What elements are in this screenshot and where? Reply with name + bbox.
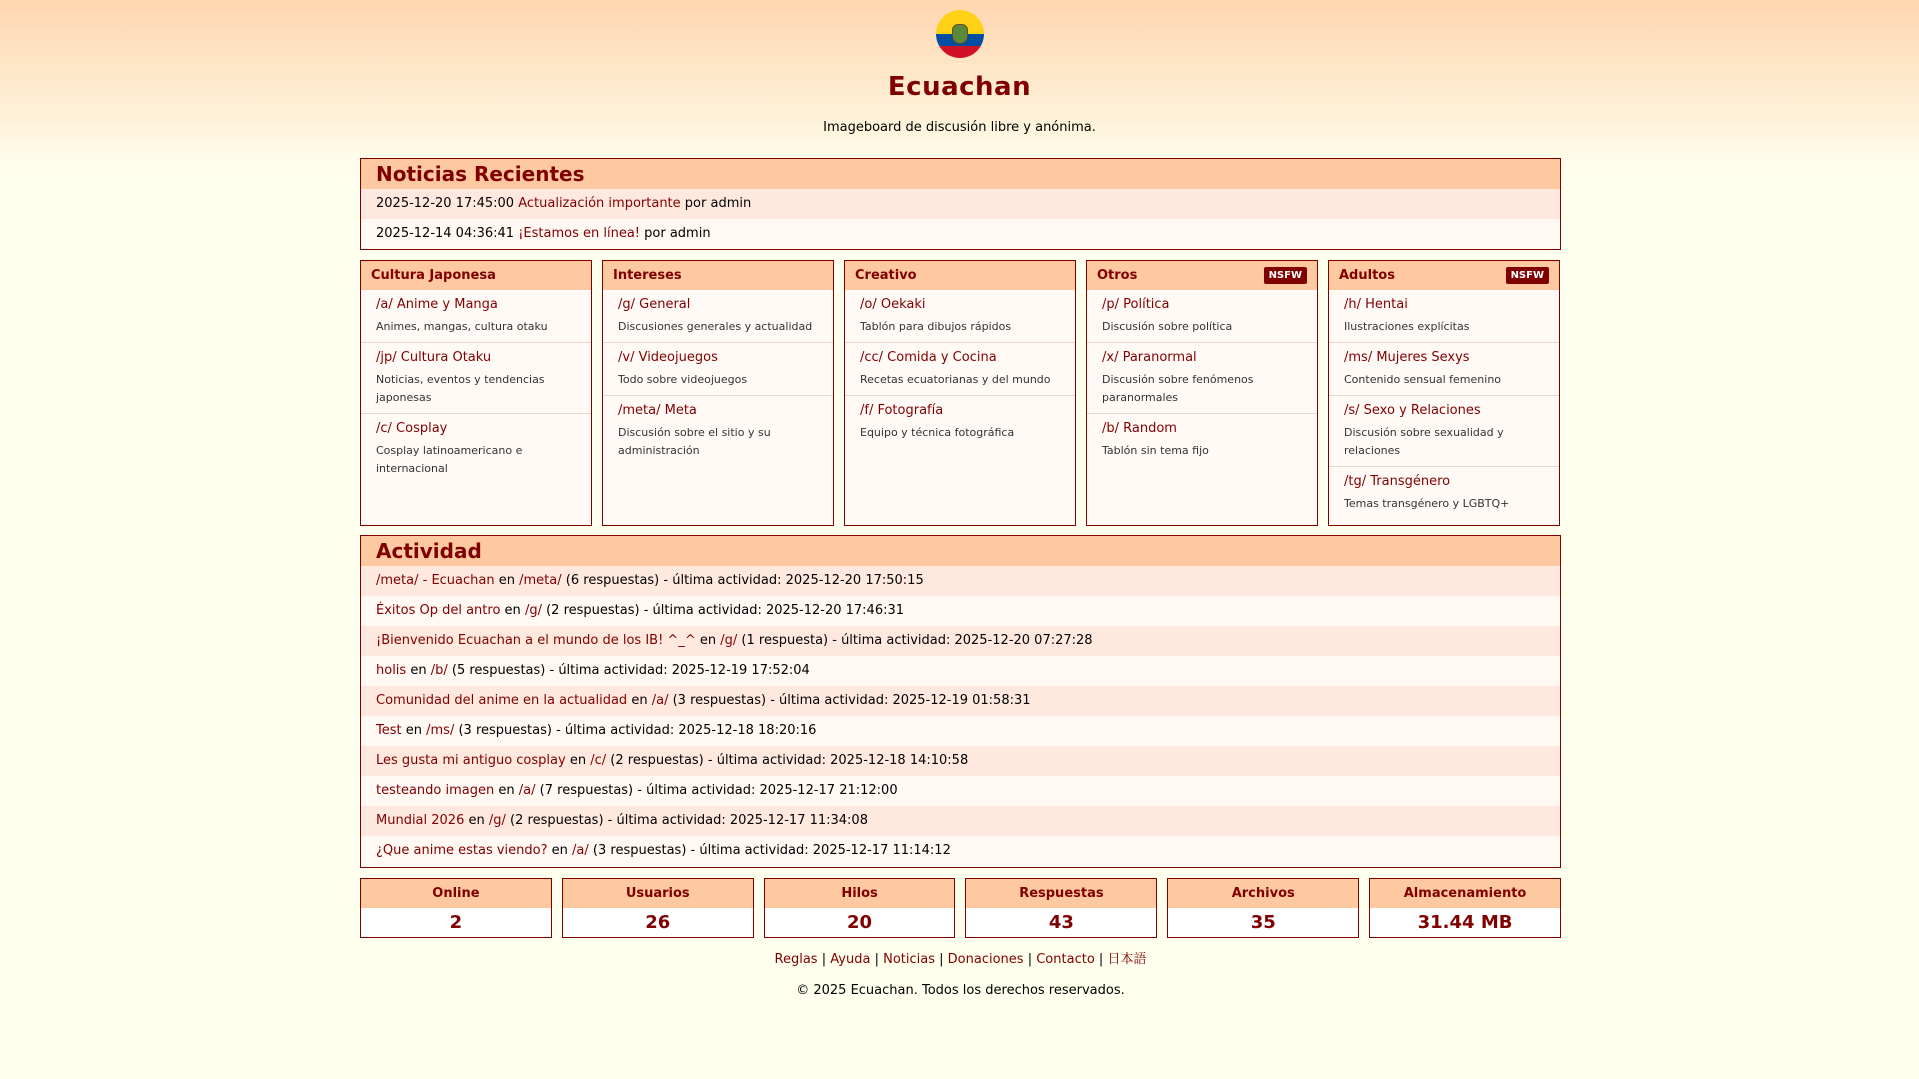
site-header — [0, 0, 1919, 135]
board-link[interactable]: /jp/ Cultura Otaku — [376, 350, 492, 365]
activity-item: Mundial 2026 en /g/ (2 respuestas) - última actividad: 2025-12-17 11:34:08 — [361, 806, 1560, 836]
thread-link[interactable]: Éxitos Op del antro — [376, 603, 501, 618]
board-link[interactable]: /a/ — [518, 783, 536, 798]
footer-link-donations[interactable]: Donaciones — [947, 952, 1024, 967]
activity-info: (2 respuestas) - última actividad: 2025-12-20 17:46:31 — [546, 603, 905, 618]
board-link[interactable]: /c/ Cosplay — [376, 421, 448, 436]
board-link[interactable]: /c/ — [590, 753, 607, 768]
board-link[interactable]: /h/ Hentai — [1344, 297, 1408, 312]
category-intereses — [602, 260, 834, 526]
activity-item: holis en /b/ (5 respuestas) - última actividad: 2025-12-19 17:52:04 — [361, 656, 1560, 686]
thread-link[interactable]: Comunidad del anime en la actualidad — [376, 693, 628, 708]
category-heading: Otros NSFW — [1087, 261, 1317, 290]
thread-link[interactable]: Mundial 2026 — [376, 813, 465, 828]
board-link[interactable]: /b/ — [430, 663, 448, 678]
board-entry — [845, 290, 1075, 343]
board-entry — [1329, 467, 1559, 519]
activity-item: ¿Que anime estas viendo? en /a/ (3 respuestas) - última actividad: 2025-12-17 11:14:12 — [361, 836, 1560, 866]
thread-link[interactable]: Test — [376, 723, 402, 738]
category-heading: Adultos NSFW — [1329, 261, 1559, 290]
stat-storage: Almacenamiento 31.44 MB — [1369, 878, 1561, 938]
board-desc: Todo sobre videojuegos — [618, 373, 748, 386]
news-date: 2025-12-14 04:36:41 — [376, 226, 515, 241]
activity-info: (6 respuestas) - última actividad: 2025-12-20 17:50:15 — [565, 573, 924, 588]
stat-replies: Respuestas 43 — [965, 878, 1157, 938]
footer-link-contact[interactable]: Contacto — [1036, 952, 1095, 967]
activity-info: (2 respuestas) - última actividad: 2025-12-17 11:34:08 — [510, 813, 868, 828]
board-desc: Tablón sin tema fijo — [1102, 444, 1209, 457]
news-heading: Noticias Recientes — [361, 159, 1560, 189]
board-desc: Discusión sobre el sitio y su administración — [618, 426, 771, 457]
board-entry — [603, 396, 833, 466]
activity-item: /meta/ - Ecuachan en /meta/ (6 respuestas) - última actividad: 2025-12-20 17:50:15 — [361, 566, 1560, 596]
activity-item: Éxitos Op del antro en /g/ (2 respuestas) - última actividad: 2025-12-20 17:46:31 — [361, 596, 1560, 626]
activity-info: (1 respuesta) - última actividad: 2025-12-20 07:27:28 — [741, 633, 1093, 648]
board-desc: Noticias, eventos y tendencias japonesas — [376, 373, 545, 404]
board-entry — [1329, 396, 1559, 467]
news-panel — [360, 158, 1561, 250]
stat-threads: Hilos 20 — [764, 878, 956, 938]
activity-item: testeando imagen en /a/ (7 respuestas) - última actividad: 2025-12-17 21:12:00 — [361, 776, 1560, 806]
site-title: Ecuachan — [887, 72, 1032, 102]
board-link[interactable]: /s/ Sexo y Relaciones — [1344, 403, 1481, 418]
board-desc: Discusión sobre fenómenos paranormales — [1102, 373, 1254, 404]
activity-info: (3 respuestas) - última actividad: 2025-12-19 01:58:31 — [672, 693, 1031, 708]
activity-info: (2 respuestas) - última actividad: 2025-12-18 14:10:58 — [610, 753, 969, 768]
ecuador-flag-icon[interactable] — [936, 10, 984, 58]
board-link[interactable]: /v/ Videojuegos — [618, 350, 718, 365]
nsfw-badge: NSFW — [1264, 267, 1307, 284]
news-date: 2025-12-20 17:45:00 — [376, 196, 515, 211]
board-entry — [1087, 290, 1317, 343]
category-creativo — [844, 260, 1076, 526]
activity-item: Comunidad del anime en la actualidad en /a/ (3 respuestas) - última actividad: 2025-12-19 01:58:31 — [361, 686, 1560, 716]
board-entry — [361, 414, 591, 484]
board-entry — [845, 396, 1075, 448]
thread-link[interactable]: ¿Que anime estas viendo? — [376, 843, 548, 858]
stats-bar — [360, 878, 1561, 938]
board-link[interactable]: /ms/ — [426, 723, 455, 738]
footer-links: Reglas | Ayuda | Noticias | Donaciones | Contacto | 日本語 — [774, 952, 1147, 967]
news-item — [361, 189, 1560, 219]
site-subtitle: Imageboard de discusión libre y anónima. — [823, 120, 1096, 135]
activity-info: (3 respuestas) - última actividad: 2025-12-18 18:20:16 — [458, 723, 817, 738]
board-desc: Temas transgénero y LGBTQ+ — [1344, 497, 1510, 510]
category-heading: Intereses — [603, 261, 833, 290]
board-desc: Discusión sobre política — [1102, 320, 1233, 333]
footer-link-help[interactable]: Ayuda — [830, 952, 871, 967]
board-entry — [361, 343, 591, 414]
activity-info: (5 respuestas) - última actividad: 2025-12-19 17:52:04 — [451, 663, 810, 678]
category-otros — [1086, 260, 1318, 526]
activity-item: Test en /ms/ (3 respuestas) - última actividad: 2025-12-18 18:20:16 — [361, 716, 1560, 746]
category-cultura-japonesa — [360, 260, 592, 526]
stat-online: Online 2 — [360, 878, 552, 938]
thread-link[interactable]: /meta/ - Ecuachan — [376, 573, 495, 588]
board-link[interactable]: /g/ — [488, 813, 506, 828]
board-link[interactable]: /g/ General — [618, 297, 691, 312]
news-link[interactable]: Actualización importante — [518, 196, 681, 211]
activity-panel — [360, 535, 1561, 868]
board-desc: Contenido sensual femenino — [1344, 373, 1502, 386]
board-link[interactable]: /f/ Fotografía — [860, 403, 944, 418]
copyright: © 2025 Ecuachan. Todos los derechos reservados. — [796, 983, 1125, 998]
board-desc: Cosplay latinoamericano e internacional — [376, 444, 523, 475]
category-adultos — [1328, 260, 1560, 526]
footer-link-rules[interactable]: Reglas — [774, 952, 818, 967]
board-link[interactable]: /b/ Random — [1102, 421, 1177, 436]
news-author: por admin — [684, 196, 752, 211]
stat-users: Usuarios 26 — [562, 878, 754, 938]
board-link[interactable]: /x/ Paranormal — [1102, 350, 1197, 365]
board-entry — [361, 290, 591, 343]
footer-link-japanese[interactable]: 日本語 — [1107, 952, 1147, 967]
board-link[interactable]: /meta/ — [519, 573, 562, 588]
board-link[interactable]: /meta/ Meta — [618, 403, 697, 418]
board-link[interactable]: /tg/ Transgénero — [1344, 474, 1451, 489]
board-entry — [603, 290, 833, 343]
footer-link-news[interactable]: Noticias — [883, 952, 935, 967]
stat-files: Archivos 35 — [1167, 878, 1359, 938]
board-link[interactable]: /p/ Política — [1102, 297, 1170, 312]
news-item — [361, 219, 1560, 249]
board-desc: Tablón para dibujos rápidos — [860, 320, 1012, 333]
activity-item: Les gusta mi antiguo cosplay en /c/ (2 respuestas) - última actividad: 2025-12-18 14:10:58 — [361, 746, 1560, 776]
board-link[interactable]: /o/ Oekaki — [860, 297, 926, 312]
activity-info: (3 respuestas) - última actividad: 2025-12-17 11:14:12 — [592, 843, 951, 858]
category-heading: Creativo — [845, 261, 1075, 290]
board-desc: Animes, mangas, cultura otaku — [376, 320, 548, 333]
board-entry — [845, 343, 1075, 396]
board-desc: Ilustraciones explícitas — [1344, 320, 1470, 333]
news-author: por admin — [644, 226, 711, 241]
news-link[interactable]: ¡Estamos en línea! — [518, 226, 641, 241]
board-entry — [1087, 343, 1317, 414]
thread-link[interactable]: Les gusta mi antiguo cosplay — [376, 753, 566, 768]
board-link[interactable]: /cc/ Comida y Cocina — [860, 350, 997, 365]
activity-heading: Actividad — [361, 536, 1560, 566]
nsfw-badge: NSFW — [1506, 267, 1549, 284]
board-categories — [360, 260, 1561, 526]
activity-info: (7 respuestas) - última actividad: 2025-12-17 21:12:00 — [539, 783, 898, 798]
board-link[interactable]: /g/ — [720, 633, 738, 648]
board-link[interactable]: /a/ Anime y Manga — [376, 297, 498, 312]
board-desc: Discusiones generales y actualidad — [618, 320, 813, 333]
board-link[interactable]: /a/ — [651, 693, 669, 708]
board-entry — [1329, 343, 1559, 396]
board-entry — [1087, 414, 1317, 466]
board-desc: Recetas ecuatorianas y del mundo — [860, 373, 1051, 386]
board-link[interactable]: /g/ — [524, 603, 542, 618]
thread-link[interactable]: testeando imagen — [376, 783, 495, 798]
board-entry — [1329, 290, 1559, 343]
category-heading: Cultura Japonesa — [361, 261, 591, 290]
board-desc: Discusión sobre sexualidad y relaciones — [1344, 426, 1504, 457]
board-link[interactable]: /a/ — [572, 843, 589, 858]
board-entry — [603, 343, 833, 396]
thread-link[interactable]: ¡Bienvenido Ecuachan a el mundo de los IB! ^_^ — [376, 633, 696, 648]
activity-item: ¡Bienvenido Ecuachan a el mundo de los IB! ^_^ en /g/ (1 respuesta) - última actividad: 2025-12-20 07:27:28 — [361, 626, 1560, 656]
board-link[interactable]: /ms/ Mujeres Sexys — [1344, 350, 1470, 365]
board-desc: Equipo y técnica fotográfica — [860, 426, 1015, 439]
thread-link[interactable]: holis — [376, 663, 407, 678]
